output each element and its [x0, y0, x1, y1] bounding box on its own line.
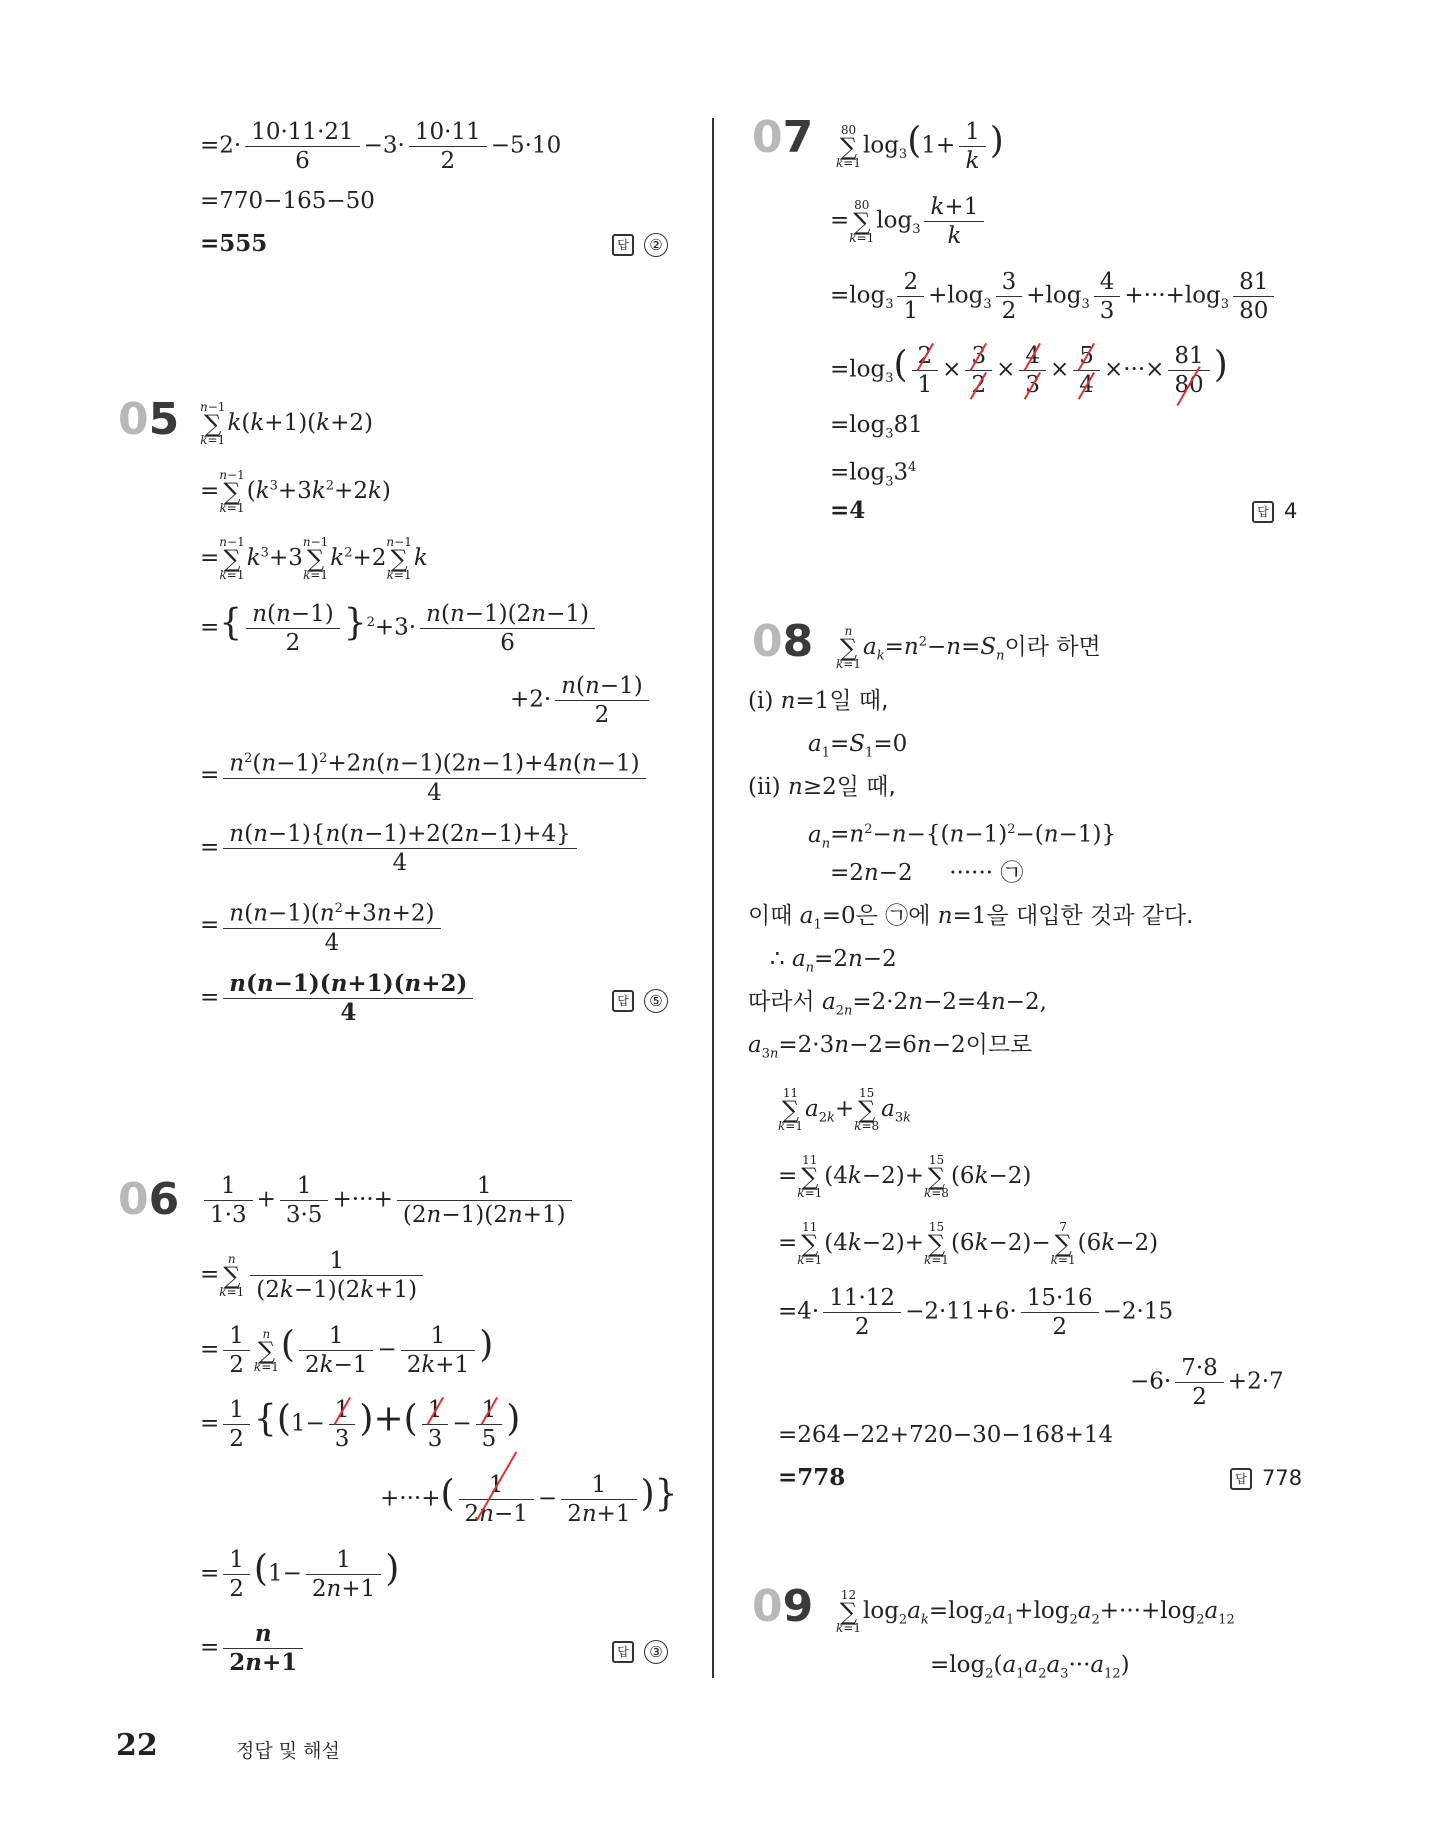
eq-line: =4: [830, 497, 866, 524]
answer-label: 답: [1252, 501, 1274, 523]
p08-text: 이므로: [965, 1032, 1033, 1058]
case-label: (ⅰ): [748, 688, 774, 714]
eq-line: ∴ $a_n=2n-2$: [770, 946, 897, 976]
eq-line: =2n−2 ······ ㉠: [830, 860, 1024, 886]
answer-value: 4: [1284, 499, 1298, 523]
answer-label: 답: [612, 990, 634, 1012]
answer-label: 답: [612, 1641, 634, 1663]
eq-line: $=\log_381$: [830, 412, 923, 442]
eq-line: $a_n=n^2-n-\{(n-1)^2-(n-1)\}$: [808, 821, 1117, 852]
eq-line: 11 ∑ $k=1a_{2k}+15$ ∑ $k=8a_{3k}$: [778, 1086, 912, 1133]
eq-line: 80 ∑ $k=1\log_3(1+$ $\frac{1}{k}$ ): [836, 119, 1004, 174]
eq-line: $\frac{1}{1\cdot 3}$ + $\frac{1}{3\cdot 5}$ +···+ $\frac{1}{(2n-1)(2n+1)}$: [200, 1172, 576, 1229]
answer-value: ②: [644, 233, 668, 257]
eq-line: =11 ∑ k=1(4k−2)+15 ∑ k=8(6k−2): [778, 1153, 1032, 1200]
case-label: (ⅱ): [748, 774, 781, 800]
eq-line: −6· $\frac{7\cdot 8}{2}$ +2·7: [1130, 1355, 1284, 1410]
answer-value: ③: [644, 1640, 668, 1664]
p08-text: 일 때,: [836, 774, 896, 800]
eq-line: n−1 ∑ k=1k(k+1)(k+2): [200, 400, 373, 447]
eq-line: = $\frac{n(n-1)(n+1)(n+2)}{4}$: [200, 970, 477, 1027]
eq-line: $=\log_33^4$: [830, 459, 917, 490]
eq-line: +···+( $\frac{1}{2n-1}$ − $\frac{1}{2n+1}$ )}: [380, 1472, 678, 1527]
answer-label: 답: [1230, 1468, 1252, 1490]
eq-line: 12 ∑ $k=1\log_2a_k=\log_2a_1+\log_2a_2+\cdot\cdot\cdot+\log_2a_{12}$: [836, 1588, 1235, 1635]
eq-line: =80 ∑ $k=1\log_3$ $\frac{k+1}{k}$: [830, 193, 988, 250]
p08-text: 이때: [748, 903, 793, 929]
eq-line: +2· $\frac{n(n-1)}{2}$: [510, 672, 653, 729]
p08-text: 을 대입한 것과 같다.: [986, 903, 1194, 929]
problem-number: 06: [118, 1174, 180, 1225]
problem-number: 05: [118, 394, 180, 445]
eq-line: =11 ∑ k=1(4k−2)+15 ∑ k=1(6k−2)−7 ∑ k=1(6k−2): [778, 1220, 1159, 1267]
p08-text: 따라서: [748, 989, 815, 1015]
eq-line: = $\frac{1}{2}$ (1− $\frac{1}{2n+1}$ ): [200, 1547, 400, 1602]
answer-value: 778: [1262, 1466, 1303, 1490]
eq-line: (ⅱ) n≥2일 때,: [748, 774, 896, 800]
eq-line: =770−165−50: [200, 188, 375, 214]
eq-line: =n ∑ k=1 $\frac{1}{(2k-1)(2k+1)}$: [200, 1247, 427, 1304]
answer-label: 답: [612, 234, 634, 256]
problem-number: 09: [752, 1581, 814, 1632]
eq-line: 이때 $a_1=0$은 ㉠에 n=1을 대입한 것과 같다.: [748, 903, 1194, 933]
p08-text: 일 때,: [829, 688, 889, 714]
answer-mark: [1252, 496, 1297, 526]
eq-line: $a_1=S_1=0$: [808, 731, 908, 761]
eq-line: = $\frac{n}{2n+1}$: [200, 1620, 307, 1677]
eq-line: =264−22+720−30−168+14: [778, 1422, 1114, 1448]
eq-line: $=\log_2(a_1a_2a_3\cdot\cdot\cdot a_{12})$: [930, 1652, 1130, 1682]
answer-mark: [612, 1636, 668, 1666]
eq-line: $a_{3n}=2\cdot 3n-2=6n-2$이므로: [748, 1032, 1033, 1062]
eq-line: = $\frac{1}{2}$ n ∑ k=1( $\frac{1}{2k-1}$ − $\frac{1}{2k+1}$ ): [200, 1323, 494, 1378]
problem-number: 08: [752, 616, 814, 667]
eq-line: =n−1 ∑ $k=1k^3+3n-1$ ∑ $k=1k^2+2n-1$ ∑ k=1k: [200, 535, 428, 582]
eq-line: = $\frac{n^2(n-1)^2+2n(n-1)(2n-1)+4n(n-1)}{4}$: [200, 745, 650, 807]
eq-line: = $\frac{1}{2}$ {(1− $\frac{1}{3}$ )+( $\frac{1}{3}$ − $\frac{1}{5}$ ): [200, 1397, 521, 1452]
eq-line: $=\log_3$( $\frac{2}{1}$ × $\frac{3}{2}$ × $\frac{4}{3}$ × $\frac{5}{4}$ ×···× $\frac{81}{80}$ ): [830, 343, 1228, 398]
eq-line: =2· $\frac{10\cdot 11\cdot 21}{6}$ −3· $\frac{10\cdot 11}{2}$ −5·10: [200, 119, 562, 174]
answer-mark: [1230, 1463, 1302, 1493]
answer-mark: [612, 985, 668, 1015]
eq-line: =4· $\frac{11\cdot 12}{2}$ −2·11+6· $\frac{15\cdot 16}{2}$ −2·15: [778, 1285, 1174, 1340]
p08-text: 에: [908, 903, 931, 929]
p08-text: 이라 하면: [1004, 634, 1101, 660]
answer-mark: [612, 229, 668, 259]
therefore-sign: ∴: [770, 946, 785, 972]
eq-line: =555: [200, 230, 268, 257]
eq-line: =778: [778, 1464, 846, 1491]
answer-value: ⑤: [644, 989, 668, 1013]
page-title: 정답 및 해설: [236, 1740, 340, 1762]
eq-line: (ⅰ) n=1일 때,: [748, 688, 889, 714]
eq-line: ={ $\frac{n(n-1)}{2}$ }$^2$+3· $\frac{n(n-1)(2n-1)}{6}$: [200, 600, 599, 657]
eq-line: n ∑ $k=1a_k=n^2-n=S_n$이라 하면: [836, 624, 1101, 671]
problem-number: 07: [752, 112, 814, 163]
eq-line: = $\frac{n(n-1)\{n(n-1)+2(2n-1)+4\}}{4}$: [200, 820, 581, 877]
column-divider: [712, 118, 714, 1678]
eq-line: 따라서 $a_{2n}=2\cdot 2n-2=4n-2$,: [748, 989, 1047, 1019]
eq-line: $=\log_3$ $\frac{2}{1}$ $+\log_3$ $\frac{3}{2}$ $+\log_3$ $\frac{4}{3}$ $+\cdot\cdot\cdot+\log_3$ $\frac{81}{80}$: [830, 268, 1278, 325]
page-number: 22: [116, 1728, 158, 1763]
eq-line: =n−1 ∑ $k=1(k^3+3k^2+2k)$: [200, 468, 391, 515]
eq-line: = $\frac{n(n-1)(n^2+3n+2)}{4}$: [200, 895, 445, 957]
